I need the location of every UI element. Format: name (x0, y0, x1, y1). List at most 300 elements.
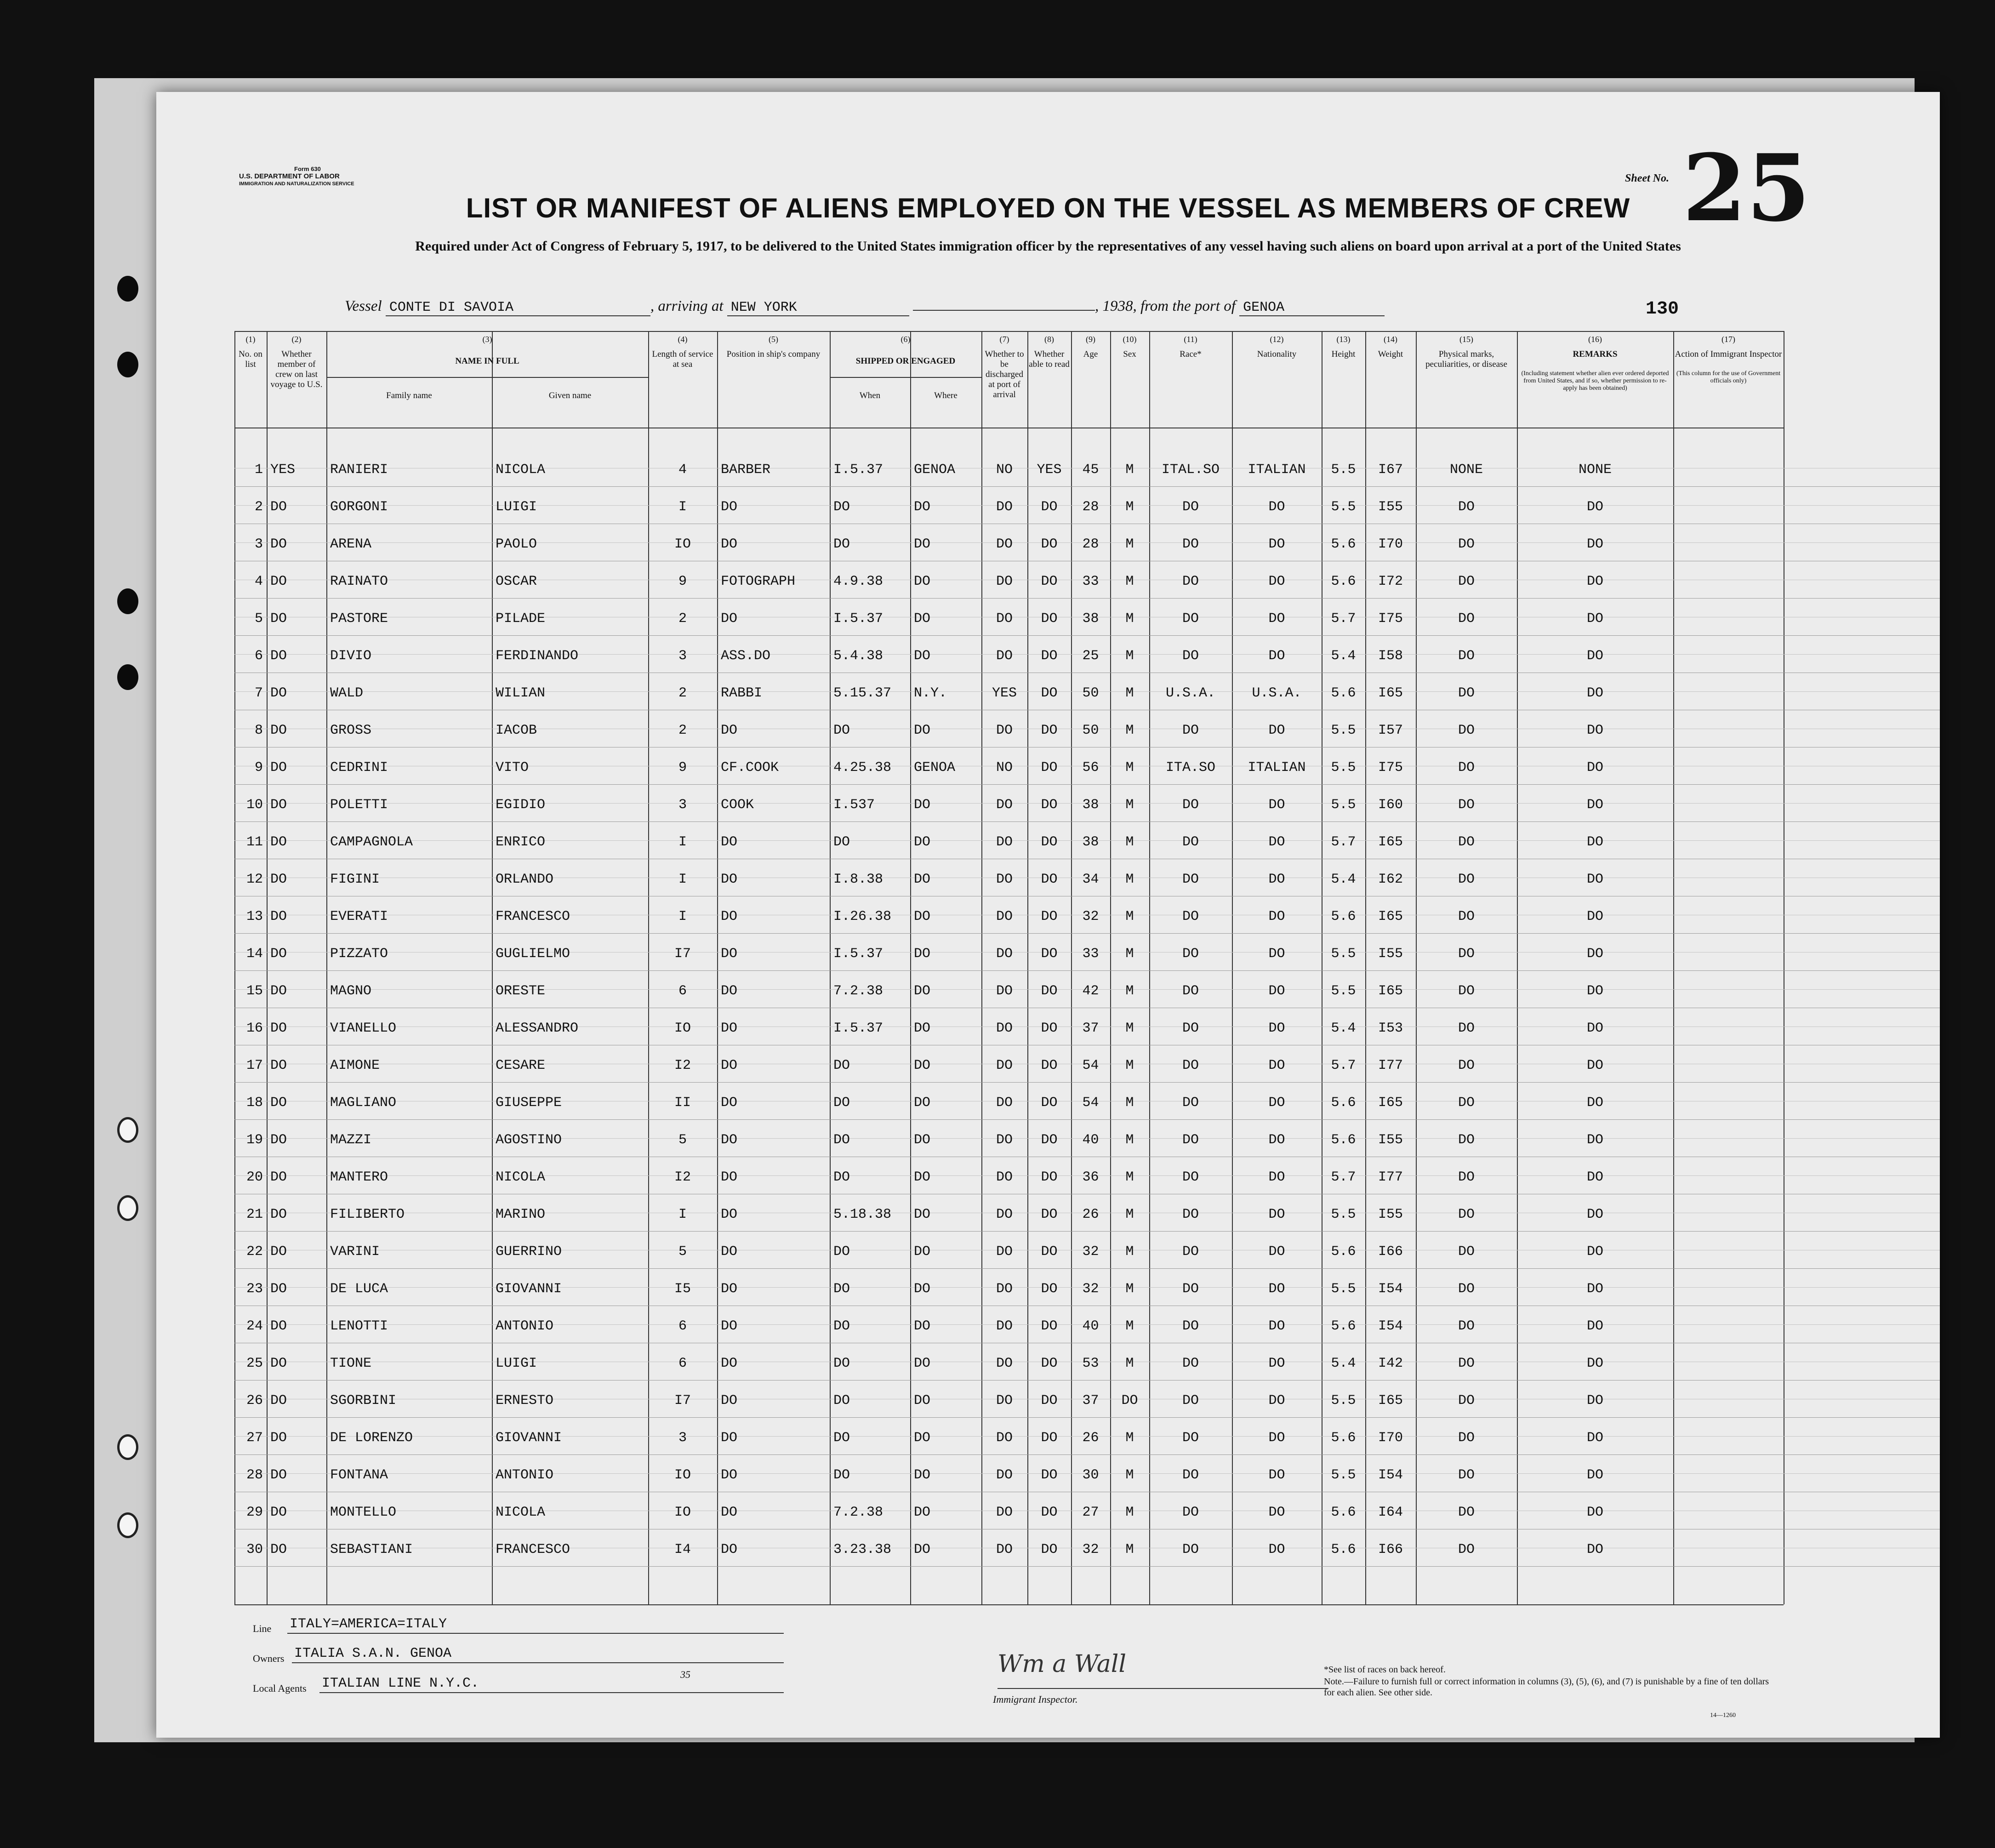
column-header: Age (1083, 349, 1098, 359)
cell-length: I5 (674, 1281, 691, 1297)
column-rule (1365, 331, 1366, 1604)
cell-crew: DO (270, 1021, 287, 1036)
cell-discharged: DO (996, 909, 1013, 924)
cell-sex: M (1125, 611, 1134, 627)
cell-length: 3 (678, 1430, 687, 1446)
cell-crew: DO (270, 946, 287, 962)
cell-no: 11 (246, 834, 263, 850)
column-rule (1416, 331, 1417, 1604)
cell-race: DO (1182, 1505, 1199, 1520)
cell-remarks: DO (1586, 909, 1603, 924)
cell-sex: M (1125, 1430, 1134, 1446)
cell-weight: I55 (1378, 499, 1403, 515)
cell-race: DO (1182, 611, 1199, 627)
cell-weight: I54 (1378, 1467, 1403, 1483)
cell-read: DO (1041, 983, 1058, 999)
cell-nationality: DO (1268, 1430, 1285, 1446)
cell-crew: DO (270, 1207, 287, 1222)
cell-crew: DO (270, 983, 287, 999)
cell-family: SEBASTIANI (330, 1542, 413, 1557)
sheet-label: Sheet No. (1625, 172, 1669, 184)
binder-hole (117, 1195, 138, 1221)
cell-no: 2 (254, 499, 263, 515)
cell-given: ORESTE (496, 983, 546, 999)
cell-when: I.26.38 (833, 909, 892, 924)
cell-sex: M (1125, 1356, 1134, 1371)
cell-given: ALESSANDRO (496, 1021, 579, 1036)
cell-discharged: DO (996, 1505, 1013, 1520)
cell-nationality: DO (1268, 1281, 1285, 1297)
cell-when: DO (833, 1058, 850, 1073)
cell-height: 5.6 (1331, 574, 1356, 589)
cell-race: DO (1182, 983, 1199, 999)
cell-family: MANTERO (330, 1169, 388, 1185)
cell-family: WALD (330, 685, 364, 701)
cell-discharged: DO (996, 834, 1013, 850)
cell-read: DO (1041, 611, 1058, 627)
cell-length: I7 (674, 946, 691, 962)
cell-family: RANIERI (330, 462, 388, 478)
department-name: U.S. DEPARTMENT OF LABOR (239, 172, 340, 180)
column-number: (3) (482, 335, 492, 344)
cell-remarks: DO (1586, 1505, 1603, 1520)
cell-no: 7 (254, 685, 263, 701)
cell-given: WILIAN (496, 685, 546, 701)
cell-weight: I75 (1378, 760, 1403, 776)
cell-crew: DO (270, 1430, 287, 1446)
column-rule (1673, 331, 1674, 1604)
cell-weight: I60 (1378, 797, 1403, 813)
cell-crew: DO (270, 1058, 287, 1073)
cell-when: I.5.37 (833, 946, 884, 962)
cell-read: DO (1041, 648, 1058, 664)
cell-nationality: DO (1268, 1393, 1285, 1409)
cell-no: 9 (254, 760, 263, 776)
cell-given: NICOLA (496, 1505, 546, 1520)
cell-race: DO (1182, 1058, 1199, 1073)
cell-given: FRANCESCO (496, 1542, 570, 1557)
cell-position: DO (721, 1095, 738, 1111)
cell-race: DO (1182, 1021, 1199, 1036)
cell-when: DO (833, 834, 850, 850)
list-number: 130 (1646, 299, 1679, 319)
column-header: Whether able to read (1029, 349, 1070, 369)
cell-weight: I77 (1378, 1058, 1403, 1073)
cell-length: I (678, 834, 687, 850)
cell-position: CF.COOK (721, 760, 779, 776)
row-rule (234, 598, 1940, 599)
cell-where: DO (914, 834, 931, 850)
cell-crew: DO (270, 536, 287, 552)
cell-no: 21 (246, 1207, 263, 1222)
cell-race: DO (1182, 1393, 1199, 1409)
cell-discharged: YES (992, 685, 1017, 701)
cell-nationality: DO (1268, 872, 1285, 887)
cell-length: I (678, 1207, 687, 1222)
sheet-number: 25 (1682, 134, 1811, 242)
cell-when: DO (833, 536, 850, 552)
cell-crew: DO (270, 611, 287, 627)
signature-underline (998, 1688, 1328, 1689)
cell-where: DO (914, 648, 931, 664)
cell-when: 7.2.38 (833, 1505, 884, 1520)
cell-family: DE LUCA (330, 1281, 388, 1297)
cell-height: 5.6 (1331, 1132, 1356, 1148)
cell-nationality: DO (1268, 1021, 1285, 1036)
cell-sex: M (1125, 1095, 1134, 1111)
year: , 1938 (1095, 298, 1133, 314)
cell-discharged: DO (996, 1430, 1013, 1446)
column-header: REMARKS (1573, 349, 1618, 359)
cell-age: 32 (1082, 1281, 1099, 1297)
cell-crew: DO (270, 797, 287, 813)
cell-given: ENRICO (496, 834, 546, 850)
cell-discharged: DO (996, 611, 1013, 627)
cell-age: 54 (1082, 1095, 1099, 1111)
cell-nationality: DO (1268, 1356, 1285, 1371)
cell-age: 28 (1082, 499, 1099, 515)
cell-age: 32 (1082, 1244, 1099, 1260)
cell-marks: DO (1458, 685, 1475, 701)
cell-sex: M (1125, 499, 1134, 515)
cell-when: DO (833, 1430, 850, 1446)
cell-crew: DO (270, 723, 287, 738)
cell-family: MAGLIANO (330, 1095, 397, 1111)
cell-nationality: DO (1268, 834, 1285, 850)
cell-length: 6 (678, 1318, 687, 1334)
cell-marks: DO (1458, 760, 1475, 776)
vessel-name: CONTE DI SAVOIA (386, 300, 650, 316)
column-subheader: Given name (548, 391, 592, 400)
cell-weight: I65 (1378, 1095, 1403, 1111)
cell-given: LUIGI (496, 1356, 537, 1371)
cell-no: 19 (246, 1132, 263, 1148)
cell-where: DO (914, 536, 931, 552)
cell-family: DE LORENZO (330, 1430, 413, 1446)
cell-where: DO (914, 1542, 931, 1557)
cell-discharged: DO (996, 1058, 1013, 1073)
cell-marks: DO (1458, 1505, 1475, 1520)
cell-family: FONTANA (330, 1467, 388, 1483)
cell-race: DO (1182, 946, 1199, 962)
cell-height: 5.6 (1331, 1244, 1356, 1260)
cell-given: NICOLA (496, 462, 546, 478)
cell-discharged: DO (996, 946, 1013, 962)
cell-crew: DO (270, 1467, 287, 1483)
cell-age: 42 (1082, 983, 1099, 999)
cell-sex: M (1125, 909, 1134, 924)
cell-nationality: DO (1268, 946, 1285, 962)
cell-weight: I65 (1378, 909, 1403, 924)
cell-where: N.Y. (914, 685, 947, 701)
cell-length: 5 (678, 1244, 687, 1260)
cell-no: 8 (254, 723, 263, 738)
cell-discharged: DO (996, 648, 1013, 664)
cell-marks: DO (1458, 1021, 1475, 1036)
cell-given: ORLANDO (496, 872, 554, 887)
cell-age: 56 (1082, 760, 1099, 776)
cell-weight: I70 (1378, 536, 1403, 552)
cell-height: 5.4 (1331, 1021, 1356, 1036)
cell-where: DO (914, 1318, 931, 1334)
cell-race: DO (1182, 574, 1199, 589)
owners-underline (292, 1662, 784, 1663)
cell-remarks: DO (1586, 1095, 1603, 1111)
cell-nationality: DO (1268, 1542, 1285, 1557)
cell-weight: I55 (1378, 1132, 1403, 1148)
cell-no: 20 (246, 1169, 263, 1185)
cell-where: DO (914, 946, 931, 962)
column-header: Action of Immigrant Inspector (1675, 349, 1782, 359)
cell-weight: I62 (1378, 872, 1403, 887)
column-rule (910, 331, 911, 1604)
cell-remarks: DO (1586, 872, 1603, 887)
cell-position: FOTOGRAPH (721, 574, 796, 589)
cell-discharged: DO (996, 1356, 1013, 1371)
cell-race: ITAL.SO (1161, 462, 1220, 478)
cell-age: 53 (1082, 1356, 1099, 1371)
cell-race: DO (1182, 834, 1199, 850)
cell-length: 9 (678, 574, 687, 589)
row-rule (234, 1417, 1940, 1418)
cell-no: 24 (246, 1318, 263, 1334)
form-identifier (239, 165, 354, 188)
cell-race: DO (1182, 1132, 1199, 1148)
cell-no: 27 (246, 1430, 263, 1446)
cell-family: GROSS (330, 723, 372, 738)
column-number: (10) (1123, 335, 1137, 344)
cell-read: DO (1041, 834, 1058, 850)
cell-marks: DO (1458, 1318, 1475, 1334)
cell-given: FERDINANDO (496, 648, 579, 664)
cell-when: 5.15.37 (833, 685, 892, 701)
cell-race: ITA.SO (1165, 760, 1216, 776)
cell-nationality: DO (1268, 723, 1285, 738)
cell-family: EVERATI (330, 909, 388, 924)
cell-family: VIANELLO (330, 1021, 397, 1036)
cell-when: DO (833, 499, 850, 515)
cell-read: DO (1041, 760, 1058, 776)
cell-where: DO (914, 1356, 931, 1371)
cell-sex: M (1125, 872, 1134, 887)
cell-read: DO (1041, 1021, 1058, 1036)
cell-height: 5.5 (1331, 797, 1356, 813)
cell-given: GIOVANNI (496, 1430, 562, 1446)
cell-where: DO (914, 1467, 931, 1483)
cell-crew: DO (270, 872, 287, 887)
cell-remarks: DO (1586, 1281, 1603, 1297)
cell-nationality: DO (1268, 983, 1285, 999)
cell-position: DO (721, 1207, 738, 1222)
cell-family: MAZZI (330, 1132, 372, 1148)
cell-race: DO (1182, 1281, 1199, 1297)
cell-no: 4 (254, 574, 263, 589)
column-number: (17) (1721, 335, 1735, 344)
cell-weight: I75 (1378, 611, 1403, 627)
column-header-note: (This column for the use of Government officials only) (1676, 370, 1781, 384)
cell-crew: DO (270, 834, 287, 850)
cell-marks: DO (1458, 1356, 1475, 1371)
cell-remarks: DO (1586, 1467, 1603, 1483)
column-rule (234, 331, 235, 1604)
cell-when: I.5.37 (833, 462, 884, 478)
cell-when: DO (833, 1318, 850, 1334)
cell-remarks: DO (1586, 611, 1603, 627)
cell-height: 5.5 (1331, 983, 1356, 999)
cell-weight: I65 (1378, 983, 1403, 999)
cell-family: POLETTI (330, 797, 388, 813)
line-label: Line (253, 1623, 272, 1634)
cell-nationality: DO (1268, 797, 1285, 813)
cell-where: DO (914, 1132, 931, 1148)
cell-crew: DO (270, 1281, 287, 1297)
cell-sex: M (1125, 723, 1134, 738)
cell-discharged: DO (996, 574, 1013, 589)
cell-crew: DO (270, 1505, 287, 1520)
cell-marks: DO (1458, 648, 1475, 664)
cell-when: 4.25.38 (833, 760, 892, 776)
cell-read: DO (1041, 1244, 1058, 1260)
cell-marks: DO (1458, 1207, 1475, 1222)
cell-read: DO (1041, 872, 1058, 887)
cell-position: COOK (721, 797, 754, 813)
cell-weight: I58 (1378, 648, 1403, 664)
cell-discharged: DO (996, 1393, 1013, 1409)
cell-family: MONTELLO (330, 1505, 397, 1520)
cell-height: 5.5 (1331, 499, 1356, 515)
cell-position: DO (721, 946, 738, 962)
cell-marks: DO (1458, 1393, 1475, 1409)
cell-race: DO (1182, 499, 1199, 515)
column-header: NAME IN FULL (455, 356, 519, 366)
cell-sex: M (1125, 536, 1134, 552)
cell-race: DO (1182, 909, 1199, 924)
cell-where: DO (914, 611, 931, 627)
from-port: GENOA (1239, 300, 1385, 316)
binder-hole (117, 1512, 138, 1538)
cell-length: I2 (674, 1058, 691, 1073)
cell-weight: I67 (1378, 462, 1403, 478)
cell-sex: M (1125, 574, 1134, 589)
form-number: Form 630 (294, 165, 321, 172)
column-subheader: When (859, 391, 881, 400)
cell-where: DO (914, 1058, 931, 1073)
cell-length: I7 (674, 1393, 691, 1409)
cell-remarks: DO (1586, 1058, 1603, 1073)
cell-height: 5.6 (1331, 1318, 1356, 1334)
cell-age: 38 (1082, 611, 1099, 627)
cell-discharged: DO (996, 536, 1013, 552)
binder-hole (117, 276, 138, 302)
cell-nationality: DO (1268, 1318, 1285, 1334)
cell-given: PILADE (496, 611, 546, 627)
cell-crew: DO (270, 1318, 287, 1334)
cell-crew: DO (270, 1393, 287, 1409)
cell-given: ERNESTO (496, 1393, 554, 1409)
cell-read: DO (1041, 1356, 1058, 1371)
row-rule (234, 1231, 1940, 1232)
cell-when: I.537 (833, 797, 875, 813)
cell-given: MARINO (496, 1207, 546, 1222)
cell-height: 5.5 (1331, 462, 1356, 478)
cell-marks: DO (1458, 983, 1475, 999)
column-subheader: Where (934, 391, 958, 400)
cell-age: 28 (1082, 536, 1099, 552)
cell-given: GIUSEPPE (496, 1095, 562, 1111)
column-header: Nationality (1257, 349, 1297, 359)
cell-marks: DO (1458, 946, 1475, 962)
cell-where: DO (914, 499, 931, 515)
row-rule (234, 1566, 1940, 1567)
column-header: Height (1331, 349, 1356, 359)
cell-given: GUGLIELMO (496, 946, 570, 962)
cell-position: BARBER (721, 462, 771, 478)
cell-where: DO (914, 1430, 931, 1446)
owners-label: Owners (253, 1653, 285, 1664)
cell-read: DO (1041, 1281, 1058, 1297)
cell-marks: DO (1458, 1430, 1475, 1446)
cell-age: 26 (1082, 1207, 1099, 1222)
footnote-penalty: Note.—Failure to furnish full or correct information in columns (3), (5), (6), and (7) is punishable by a fine of ten dollars for each alien. See other side. (1324, 1677, 1769, 1698)
cell-sex: M (1125, 1281, 1134, 1297)
column-rule (1027, 331, 1028, 1604)
cell-crew: DO (270, 499, 287, 515)
cell-given: CESARE (496, 1058, 546, 1073)
column-rule (492, 331, 493, 1604)
cell-remarks: DO (1586, 760, 1603, 776)
cell-remarks: DO (1586, 797, 1603, 813)
cell-remarks: DO (1586, 1169, 1603, 1185)
cell-family: ARENA (330, 536, 372, 552)
shipped-subheader-rule (830, 377, 981, 378)
cell-when: 7.2.38 (833, 983, 884, 999)
cell-when: DO (833, 1356, 850, 1371)
cell-when: 5.4.38 (833, 648, 884, 664)
cell-position: ASS.DO (721, 648, 771, 664)
cell-remarks: DO (1586, 983, 1603, 999)
row-rule (234, 1268, 1940, 1269)
cell-discharged: DO (996, 1318, 1013, 1334)
cell-no: 30 (246, 1542, 263, 1557)
column-number: (13) (1336, 335, 1351, 344)
cell-age: 38 (1082, 834, 1099, 850)
cell-race: DO (1182, 536, 1199, 552)
cell-height: 5.7 (1331, 1058, 1356, 1073)
cell-where: DO (914, 983, 931, 999)
cell-height: 5.4 (1331, 1356, 1356, 1371)
cell-height: 5.6 (1331, 1542, 1356, 1557)
column-header: Whether member of crew on last voyage to U.S. (270, 349, 323, 389)
cell-sex: M (1125, 1058, 1134, 1073)
cell-length: IO (674, 1021, 691, 1036)
cell-position: DO (721, 983, 738, 999)
cell-family: FIGINI (330, 872, 380, 887)
cell-no: 28 (246, 1467, 263, 1483)
footnote-races: *See list of races on back hereof. (1324, 1665, 1446, 1675)
owners-value: ITALIA S.A.N. GENOA (294, 1646, 452, 1661)
cell-read: DO (1041, 536, 1058, 552)
cell-length: I2 (674, 1169, 691, 1185)
cell-position: DO (721, 1430, 738, 1446)
cell-read: DO (1041, 685, 1058, 701)
name-subheader-rule (326, 377, 648, 378)
cell-nationality: DO (1268, 499, 1285, 515)
cell-family: FILIBERTO (330, 1207, 405, 1222)
column-number: (5) (769, 335, 778, 344)
cell-given: LUIGI (496, 499, 537, 515)
cell-race: DO (1182, 1095, 1199, 1111)
cell-height: 5.7 (1331, 1169, 1356, 1185)
